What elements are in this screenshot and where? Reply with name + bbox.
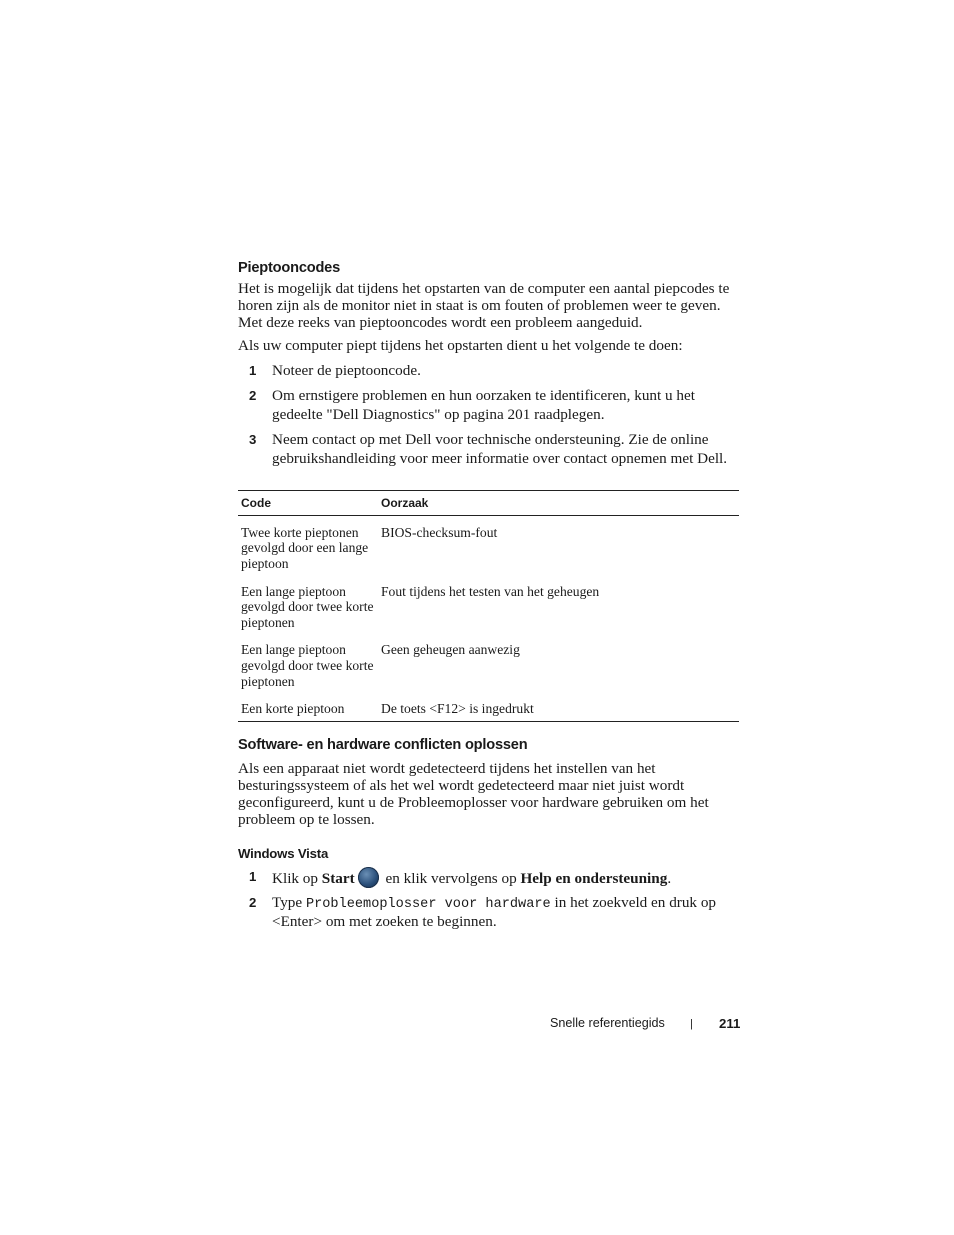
step-number: 1 [249,868,257,884]
beep-code-table [238,490,739,722]
step-text-pre: Klik op [272,869,322,887]
windows-start-icon [358,867,379,888]
step-text-mid: en klik vervolgens op [381,869,521,887]
step-text-pre: Type [272,893,306,911]
step-text-post: in het zoekveld en druk op <Enter> om met zoeken te beginnen. [272,893,717,930]
table-cell-cause: De toets <F12> is ingedrukt [378,698,739,721]
table-row [238,639,739,698]
step-text: Noteer de pieptooncode. [272,361,421,379]
section-heading-beep-codes: Pieptooncodes [238,260,341,276]
table-row [238,698,739,721]
step-number: 2 [249,894,257,910]
page-content [238,258,739,930]
footer-title: Snelle referentiegids [550,1016,665,1030]
table-cell-cause: Fout tijdens het testen van het geheugen [381,583,600,599]
step-number: 3 [249,431,257,447]
list-item [238,386,739,424]
step-text: Om ernstigere problemen en hun oorzaken te identificeren, kunt u het gedeelte "Dell Diagnostics" op pagina 201 raadplegen. [272,386,695,423]
table-cell-code: Een korte pieptoon [238,698,378,721]
list-item [238,361,739,380]
column-header-code: Code [238,490,378,515]
table-cell-code: Een lange pieptoon gevolgd door twee korte pieptonen [241,583,374,630]
conflicts-paragraph: Als een apparaat niet wordt gedetecteerd tijdens het instellen van het besturingssysteem of als het wel wordt gedetecteerd maar niet juist wordt geconfigureerd, kunt u de Probleemoplosser voor hardware gebruiken om het probleem op te lossen. [238,759,709,829]
table-header-row [238,490,739,515]
list-item [238,867,739,888]
step-number: 2 [249,387,257,403]
column-header-cause: Oorzaak [378,490,739,515]
list-item [238,430,739,468]
beep-steps-list [238,361,739,468]
section-heading-conflicts: Software- en hardware conflicten oplossen [238,736,528,753]
table-cell-cause: BIOS-checksum-fout [381,524,498,540]
subheading-windows-vista: Windows Vista [238,845,329,861]
table-row [238,515,739,580]
table-cell-code: Twee korte pieptonen gevolgd door een lange pieptoon [241,524,369,571]
help-support-label: Help en ondersteuning [520,869,668,887]
intro-paragraph: Het is mogelijk dat tijdens het opstarten van de computer een aantal piepcodes te horen zijn als de monitor niet in staat is om fouten of problemen weer te geven. Met deze reeks van pieptooncodes wordt een probleem aangeduid. [238,280,730,332]
step-text: Neem contact op met Dell voor technische ondersteuning. Zie de online gebruikshandleiding voor meer informatie over contact opnemen met Dell. [272,430,728,467]
footer-separator: | [690,1018,693,1030]
page-number: 211 [719,1016,741,1031]
list-item [238,894,739,930]
vista-steps-list [238,867,739,930]
step-text-post: . [667,869,672,887]
instruction-paragraph: Als uw computer piept tijdens het opstarten dient u het volgende te doen: [238,336,683,354]
table-cell-cause: Geen geheugen aanwezig [381,642,520,658]
table-cell-code: Een lange pieptoon gevolgd door twee korte pieptonen [241,642,374,689]
table-row [238,581,739,640]
search-term-code: Probleemoplosser voor hardware [305,896,551,912]
start-label: Start [321,869,355,887]
step-number: 1 [249,362,257,378]
